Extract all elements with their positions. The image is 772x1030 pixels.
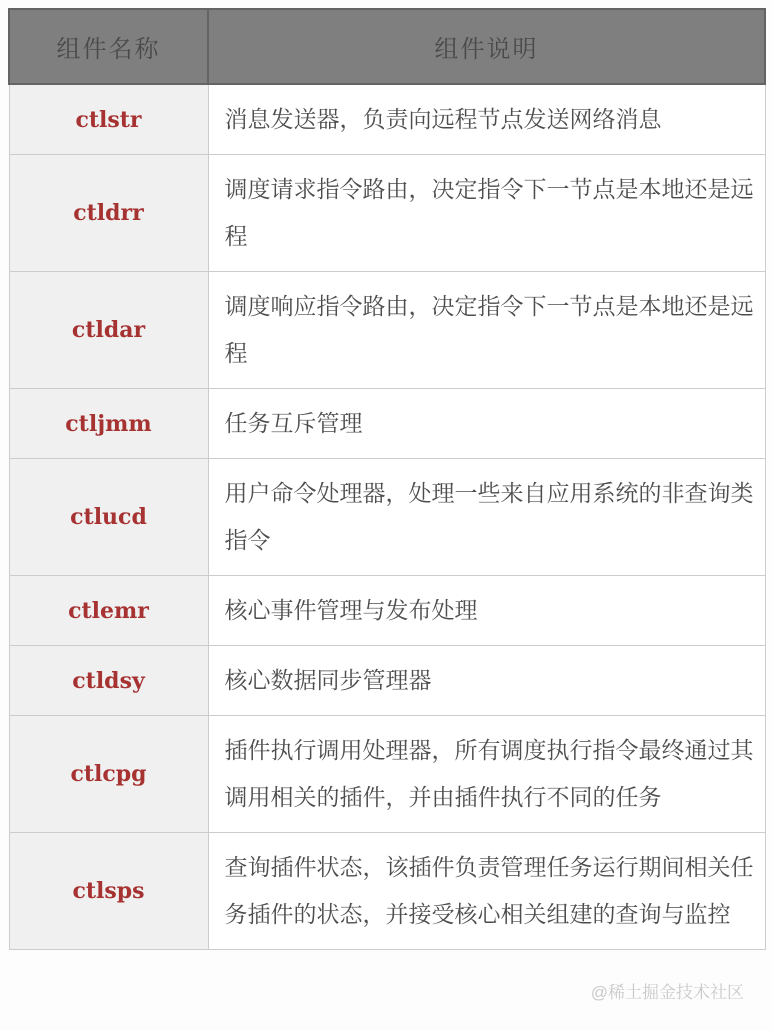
- component-desc: 调度响应指令路由，决定指令下一节点是本地还是远程: [208, 272, 765, 389]
- component-desc: 任务互斥管理: [208, 389, 765, 459]
- component-name: ctlucd: [9, 459, 208, 576]
- header-component-desc: 组件说明: [208, 9, 765, 84]
- component-desc: 核心事件管理与发布处理: [208, 576, 765, 646]
- component-name: ctldar: [9, 272, 208, 389]
- component-name: ctldrr: [9, 155, 208, 272]
- component-name: ctljmm: [9, 389, 208, 459]
- table-header-row: [9, 9, 765, 84]
- table-row: [9, 84, 765, 155]
- component-desc: 调度请求指令路由，决定指令下一节点是本地还是远程: [208, 155, 765, 272]
- component-name: ctlemr: [9, 576, 208, 646]
- component-name: ctlsps: [9, 833, 208, 950]
- component-name: ctlstr: [9, 84, 208, 155]
- component-desc: 消息发送器，负责向远程节点发送网络消息: [208, 84, 765, 155]
- table-row: [9, 459, 765, 576]
- table-row: [9, 716, 765, 833]
- component-name: ctldsy: [9, 646, 208, 716]
- component-desc: 查询插件状态，该插件负责管理任务运行期间相关任务插件的状态，并接受核心相关组建的查询与监控: [208, 833, 765, 950]
- header-component-name: 组件名称: [9, 9, 208, 84]
- watermark: @稀土掘金技术社区: [590, 983, 744, 1002]
- component-desc: 核心数据同步管理器: [208, 646, 765, 716]
- table-row: [9, 833, 765, 950]
- component-name: ctlcpg: [9, 716, 208, 833]
- table-row: [9, 576, 765, 646]
- table-row: [9, 155, 765, 272]
- component-table: [8, 8, 766, 950]
- table-row: [9, 272, 765, 389]
- table-row: [9, 389, 765, 459]
- table-row: [9, 646, 765, 716]
- component-desc: 用户命令处理器，处理一些来自应用系统的非查询类指令: [208, 459, 765, 576]
- component-desc: 插件执行调用处理器，所有调度执行指令最终通过其调用相关的插件，并由插件执行不同的任务: [208, 716, 765, 833]
